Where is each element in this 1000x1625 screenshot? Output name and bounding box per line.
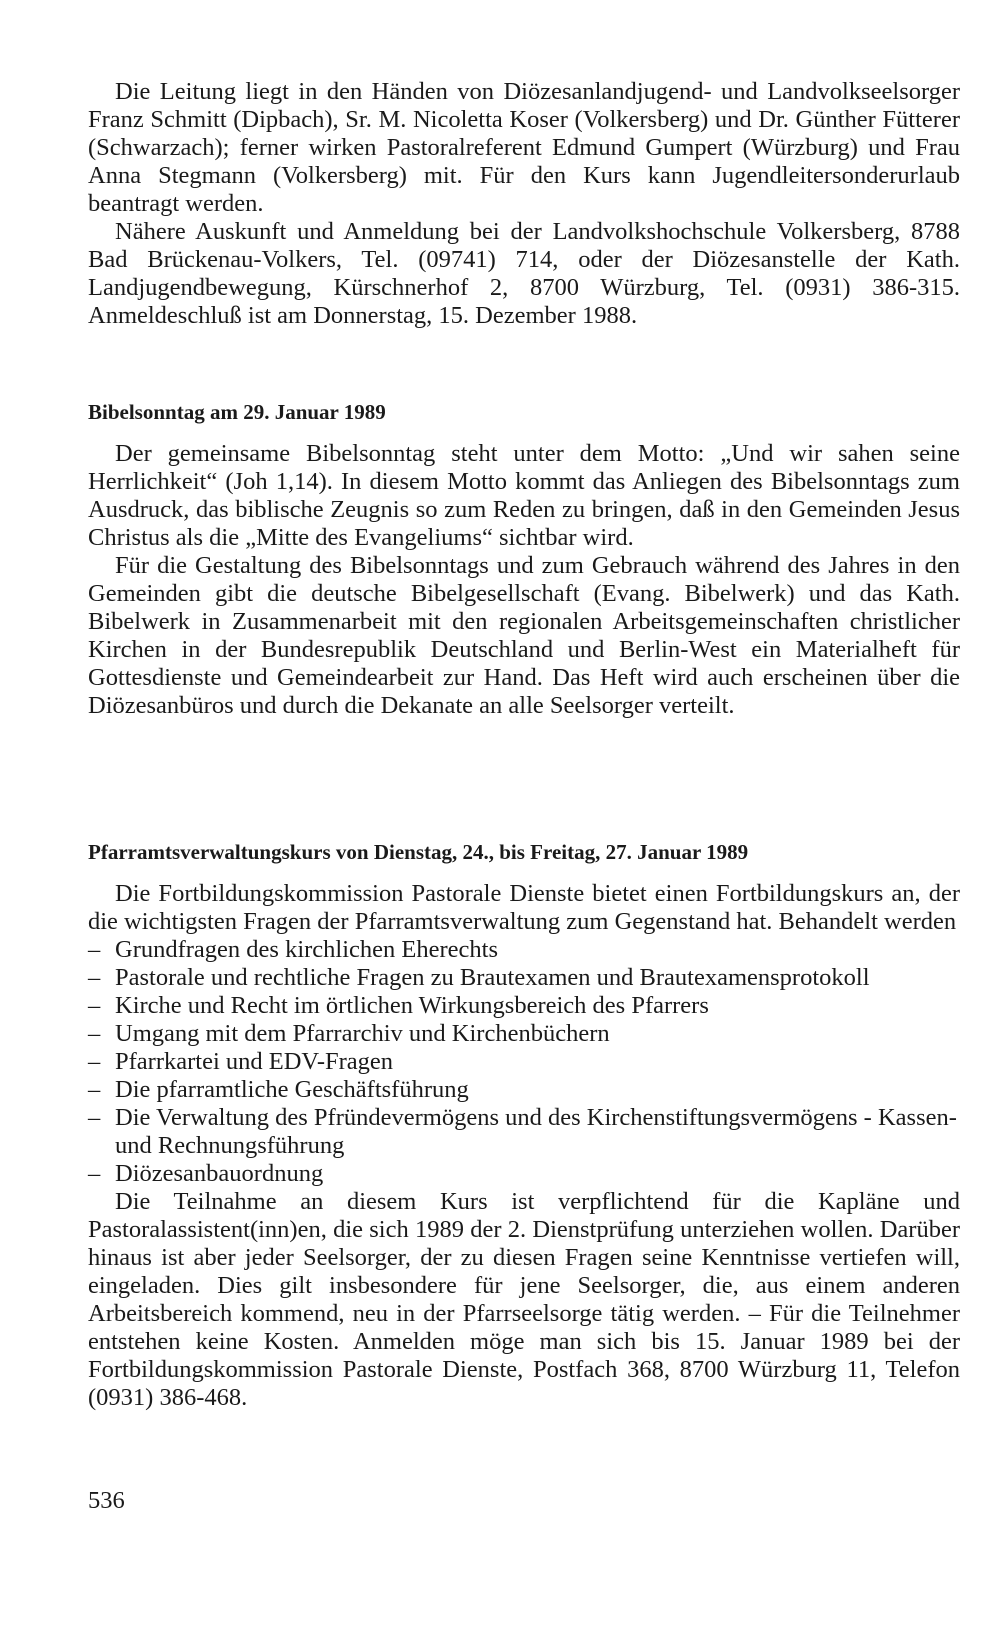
list-item: – Umgang mit dem Pfarrarchiv und Kirchenbüchern [88,1020,960,1048]
section-pfarramtsverwaltungskurs [88,838,960,1412]
course-topics-list [88,936,960,1188]
pfarramtsverwaltungskurs-heading: Pfarramtsverwaltungskurs von Dienstag, 24., bis Freitag, 27. Januar 1989 [88,840,749,864]
bibelsonntag-paragraph: Für die Gestaltung des Bibelsonntags und zum Gebrauch während des Jahres in den Gemeinden gibt die deutsche Bibelgesellschaft (Evang. Bibelwerk) und das Kath. Bibelwerk in Zusammenarbeit mit den regionalen Arbeitsgemeinschaften christlicher Kirchen in der Bundesrepublik Deutschland und Berlin-West ein Materialheft für Gottesdienste und Gemeindearbeit zur Hand. Das Heft wird auch erscheinen über die Diözesanbüros und durch die Dekanate an alle Seelsorger verteilt. [88,552,960,719]
list-item: – Kirche und Recht im örtlichen Wirkungsbereich des Pfarrers [88,992,960,1020]
list-item: – Pfarrkartei und EDV-Fragen [88,1048,960,1076]
section-bibelsonntag [88,398,960,720]
list-item: – Grundfragen des kirchlichen Eherechts [88,936,960,964]
registration-paragraph: Nähere Auskunft und Anmeldung bei der Landvolkshochschule Volkersberg, 8788 Bad Brückenau-Volkers, Tel. (09741) 714, oder der Diözesanstelle der Kath. Landjugendbewegung, Kürschnerhof 2, 8700 Würzburg, Tel. (0931) 386-315. Anmeldeschluß ist am Donnerstag, 15. Dezember 1988. [88,218,960,329]
bibelsonntag-paragraph: Der gemeinsame Bibelsonntag steht unter dem Motto: „Und wir sahen seine Herrlichkeit“ (Joh 1,14). In diesem Motto kommt das Anliegen des Bibelsonntags zum Ausdruck, das biblische Zeugnis so zum Reden zu bringen, daß in den Gemeinden Jesus Christus als die „Mitte des Evangeliums“ sichtbar wird. [88,440,960,551]
section-course-leadership [88,78,960,330]
list-item: – Pastorale und rechtliche Fragen zu Brautexamen und Brautexamensprotokoll [88,964,960,992]
page-number: 536 [88,1487,125,1514]
bibelsonntag-heading: Bibelsonntag am 29. Januar 1989 [88,400,386,424]
list-item: – Die pfarramtliche Geschäftsführung [88,1076,960,1104]
list-item: – Die Verwaltung des Pfründevermögens und des Kirchenstiftungsvermögens - Kassen- und Rechnungsführung [88,1104,960,1160]
leadership-paragraph: Die Leitung liegt in den Händen von Diözesanlandjugend- und Landvolkseelsorger Franz Schmitt (Dipbach), Sr. M. Nicoletta Koser (Volkersberg) und Dr. Günther Fütterer (Schwarzach); ferner wirken Pastoralreferent Edmund Gumpert (Würzburg) und Frau Anna Stegmann (Volkersberg) mit. Für den Kurs kann Jugendleitersonderurlaub beantragt werden. [88,78,960,217]
course-closing-paragraph: Die Teilnahme an diesem Kurs ist verpflichtend für die Kapläne und Pastoralassistent(inn)en, die sich 1989 der 2. Dienstprüfung unterziehen wollen. Darüber hinaus ist aber jeder Seelsorger, der zu diesen Fragen seine Kenntnisse vertiefen will, eingeladen. Dies gilt insbesondere für jene Seelsorger, die, aus einem anderen Arbeitsbereich kommend, neu in der Pfarrseelsorge tätig werden. – Für die Teilnehmer entstehen keine Kosten. Anmelden möge man sich bis 15. Januar 1989 bei der Fortbildungskommission Pastorale Dienste, Postfach 368, 8700 Würzburg 11, Telefon (0931) 386-468. [88,1188,960,1411]
course-intro-paragraph: Die Fortbildungskommission Pastorale Dienste bietet einen Fortbildungskurs an, der die wichtigsten Fragen der Pfarramtsverwaltung zum Gegenstand hat. Behandelt werden [88,880,960,935]
list-item: – Diözesanbauordnung [88,1160,960,1188]
